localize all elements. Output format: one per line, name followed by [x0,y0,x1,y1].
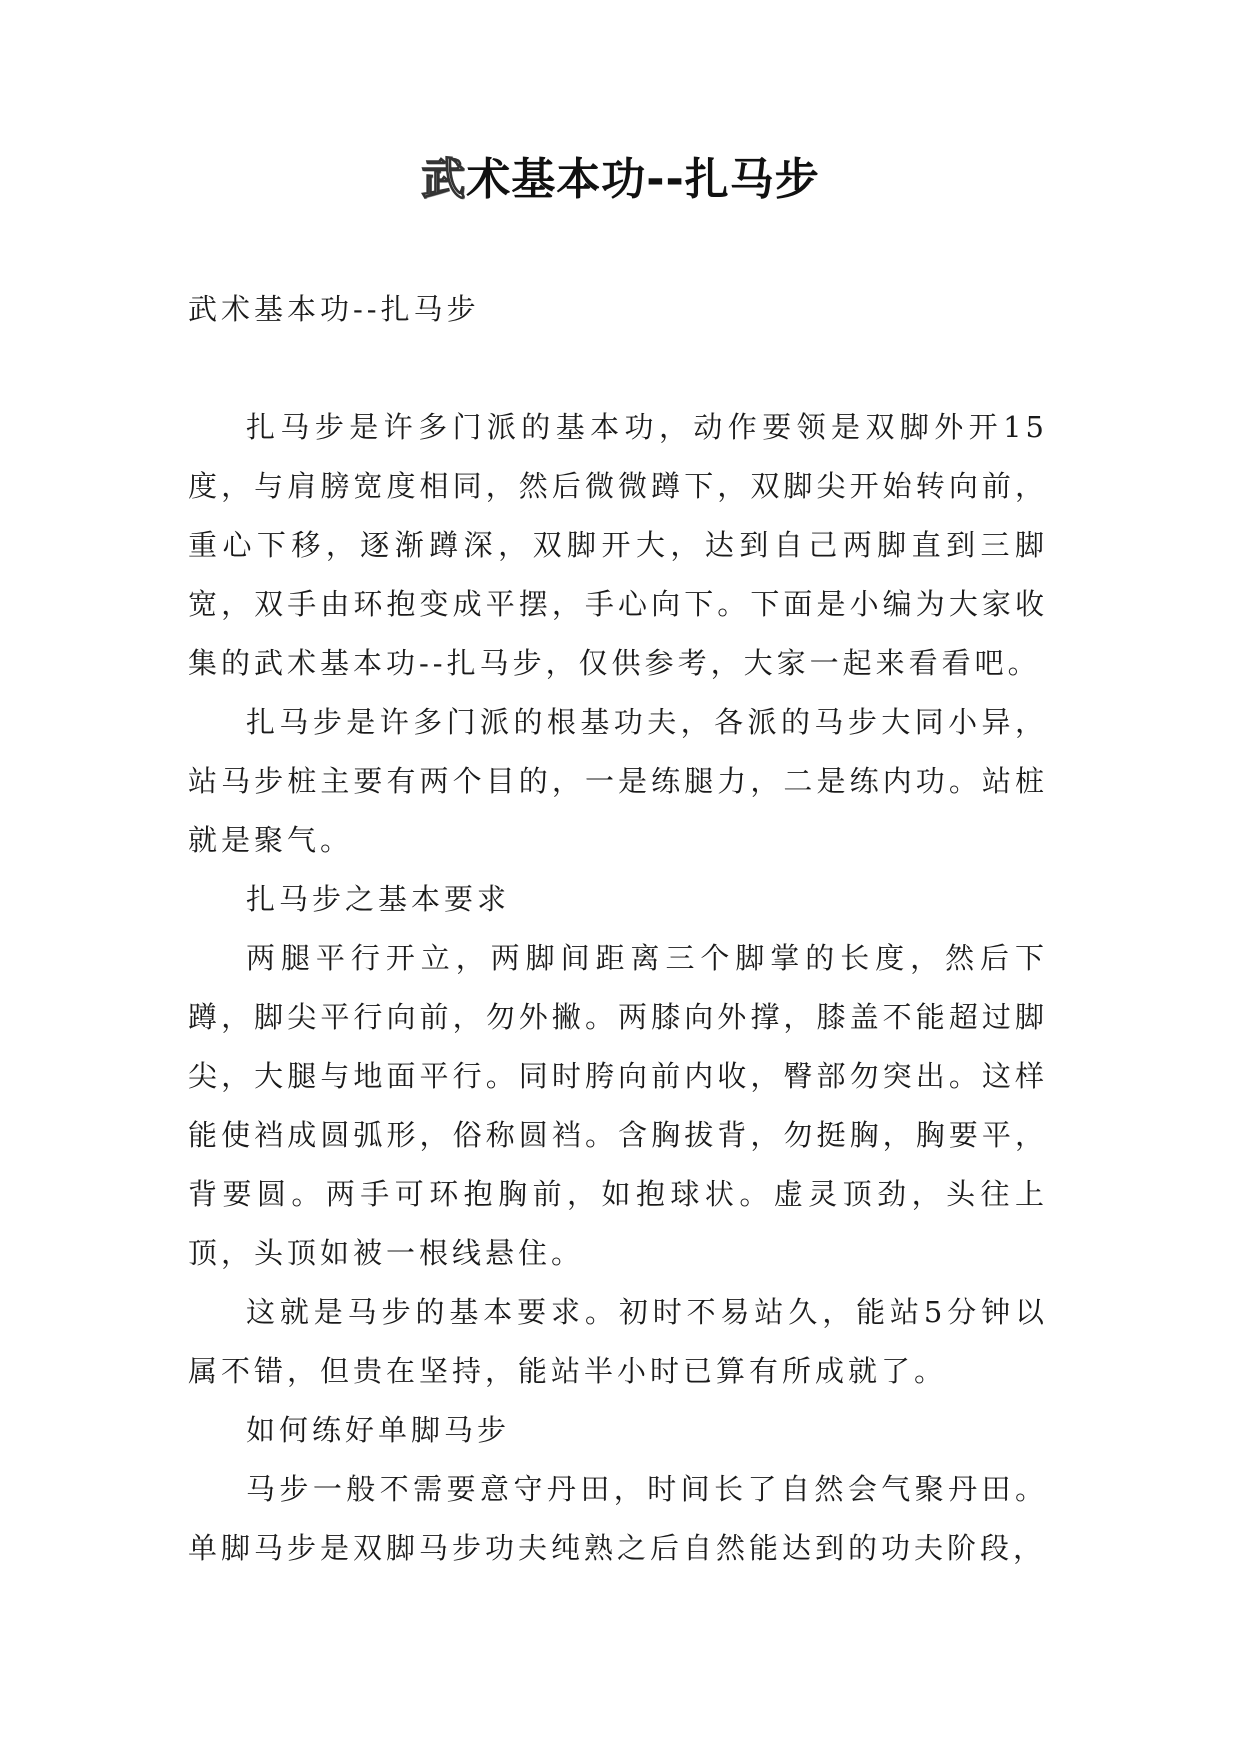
title-text: 术基本功--扎马步 [466,154,820,205]
paragraph-intro: 扎马步是许多门派的基本功，动作要领是双脚外开15度，与肩膀宽度相同，然后微微蹲下，双脚尖开始转向前，重心下移，逐渐蹲深，双脚开大，达到自己两脚直到三脚宽，双手由环抱变成平摆，手心向下。下面是小编为大家收集的武术基本功--扎马步，仅供参考，大家一起来看看吧。 [188,410,1048,680]
document-body [188,280,1048,1578]
paragraph-single-leg: 马步一般不需要意守丹田，时间长了自然会气聚丹田。单脚马步是双脚马步功夫纯熟之后自然能达到的功夫阶段， [188,1472,1048,1565]
document-subheading: 武术基本功--扎马步 [188,292,480,326]
document-title [0,150,1241,210]
blank-line [188,339,1048,398]
section-heading-basic-requirements: 扎马步之基本要求 [246,882,511,916]
paragraph-persistence: 这就是马步的基本要求。初时不易站久，能站5分钟以属不错，但贵在坚持，能站半小时已算有所成就了。 [188,1295,1048,1388]
title-first-char: 武 [421,154,467,205]
paragraph-stance-details: 两腿平行开立，两脚间距离三个脚掌的长度，然后下蹲，脚尖平行向前，勿外撇。两膝向外撑，膝盖不能超过脚尖，大腿与地面平行。同时胯向前内收，臀部勿突出。这样能使裆成圆弧形，俗称圆裆。含胸拔背，勿挺胸，胸要平，背要圆。两手可环抱胸前，如抱球状。虚灵顶劲，头往上顶，头顶如被一根线悬住。 [188,941,1048,1270]
paragraph-purpose: 扎马步是许多门派的根基功夫，各派的马步大同小异，站马步桩主要有两个目的，一是练腿力，二是练内功。站桩就是聚气。 [188,705,1048,857]
section-heading-single-leg: 如何练好单脚马步 [246,1413,511,1447]
